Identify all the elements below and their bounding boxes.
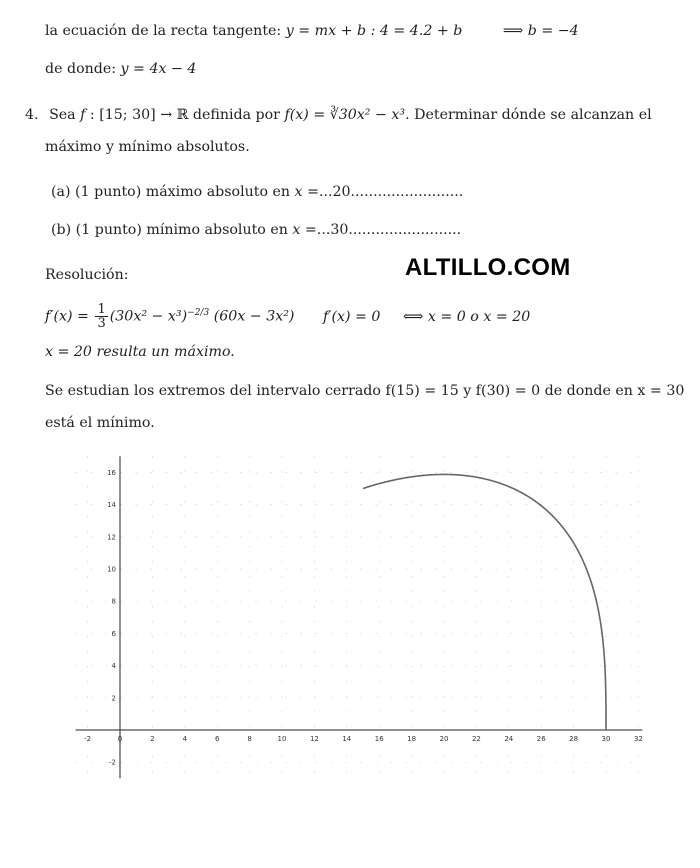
result-formula: y = 4x − 4 [120,61,197,77]
x-tick-label: 28 [569,735,579,743]
x-tick-label: 22 [471,735,481,743]
x-tick-label: 20 [439,735,449,743]
derivative-tail: (60x − 3x²) [209,308,295,325]
x-tick-label: 18 [407,735,417,743]
answer-a-label: (a) (1 punto) máximo absoluto en [51,184,295,200]
extremes-line-2: está el mínimo. [45,415,155,431]
x-tick-label: 6 [214,735,220,743]
function-curve [363,474,606,730]
x-tick-label: 26 [536,735,546,743]
problem-text-e: . Determinar dónde se alcanzan el [405,107,652,123]
tangent-text: la ecuación de la recta tangente: [45,23,286,39]
x-tick-label: 0 [117,735,123,743]
answer-a-var: x [294,184,303,200]
x-tick-label: 4 [182,735,188,743]
problem-function-name: f [80,107,86,123]
answer-b-label: (b) (1 punto) mínimo absoluto en [51,222,293,238]
x-tick-label: 8 [247,735,252,743]
x-tick-label: -2 [84,735,92,743]
y-tick-label: 4 [111,662,116,671]
derivative-solution: ⟺ x = 0 o x = 20 [402,308,531,325]
problem-text-c: : [15; 30] → ℝ definida por [85,107,285,123]
x-tick-label: 24 [504,735,514,743]
y-tick-label: 2 [111,694,116,703]
fraction-numerator: 1 [97,302,106,318]
max-statement: x = 20 resulta un máximo. [45,344,235,360]
fraction-denominator: 3 [97,316,106,332]
tangent-result: ⟹ b = −4 [502,23,579,39]
x-tick-label: 14 [342,735,352,743]
resolution-heading: Resolución: [45,267,129,283]
problem-4-line-2: máximo y mínimo absolutos. [45,139,250,155]
problem-number: 4. [25,107,39,123]
derivative-base: (30x² − x³) [109,308,188,325]
x-tick-label: 16 [374,735,384,743]
problem-function-def: f(x) = ∛30x² − x³ [284,107,406,123]
extremes-line-1: Se estudian los extremos del intervalo cerrado f(15) = 15 y f(30) = 0 de donde en x = 30 [45,383,685,399]
y-tick-label: 14 [107,501,116,510]
result-prefix: de donde: [45,61,121,77]
x-tick-label: 10 [277,735,287,743]
problem-text-a: Sea [49,107,81,123]
answer-b-value: =...30......................... [300,222,462,238]
y-tick-label: 8 [111,597,116,606]
derivative-lhs: f′(x) = [45,308,94,325]
y-tick-label: 16 [107,468,116,477]
y-tick-label: 10 [107,565,116,574]
y-tick-label: 12 [107,533,116,542]
x-tick-label: 12 [309,735,319,743]
answer-b-var: x [292,222,301,238]
y-tick-label: -2 [109,758,116,767]
answer-a-value: =...20......................... [302,184,464,200]
derivative-zero: f′(x) = 0 [322,308,381,325]
x-tick-label: 32 [633,735,643,743]
tangent-formula: y = mx + b : 4 = 4.2 + b [285,23,463,39]
x-tick-label: 2 [150,735,155,743]
watermark-logo: ALTILLO.COM [405,254,571,281]
x-tick-label: 30 [601,735,611,743]
derivative-exponent: −2/3 [187,308,210,318]
y-tick-label: 6 [111,629,116,638]
